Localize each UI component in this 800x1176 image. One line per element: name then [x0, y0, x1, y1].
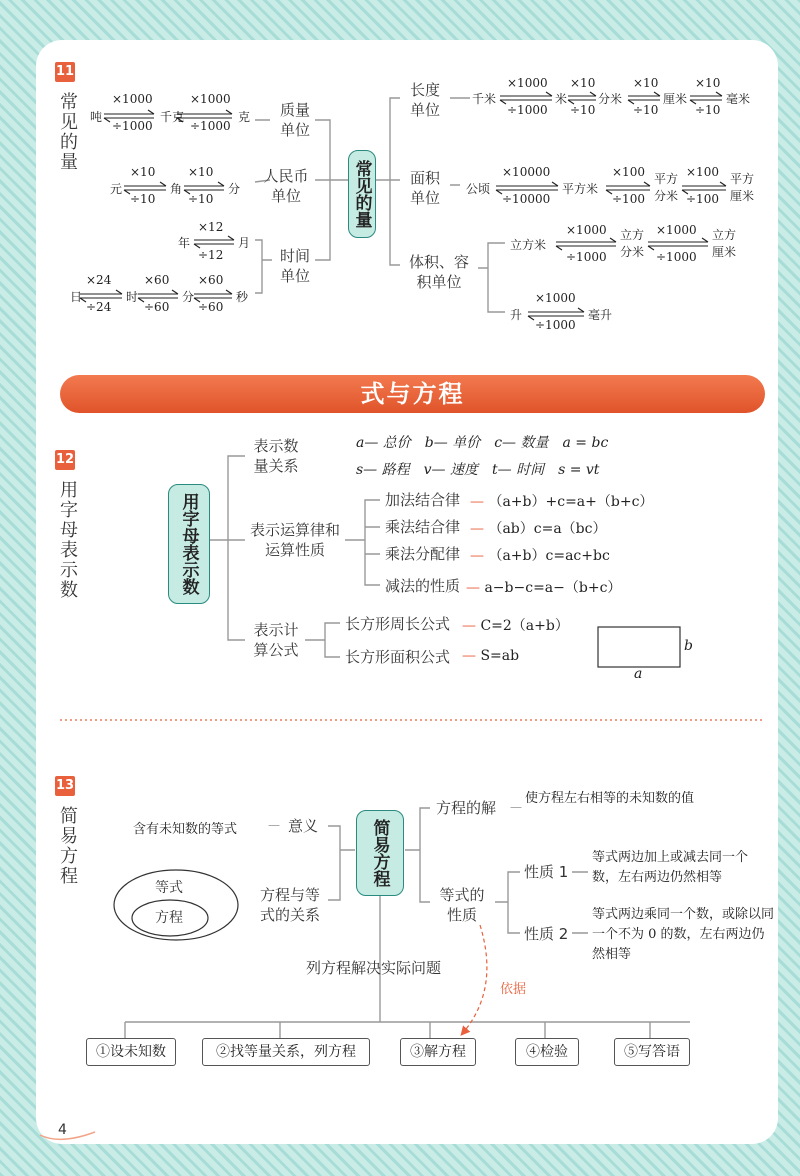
relation-label: 方程与等式的关系: [259, 886, 320, 924]
rect-side-a: a: [634, 666, 643, 682]
conversion-arrow-16: [648, 238, 708, 250]
op-dm2-cm2-top: ×100: [686, 165, 719, 179]
basis-label: 依据: [500, 982, 527, 997]
meaning-dash: —: [268, 818, 280, 832]
prop1-label: 性质 1: [524, 863, 569, 881]
op-dm-cm-top: ×10: [633, 76, 659, 90]
quantity-relation-label: 表示数量关系: [253, 437, 299, 475]
venn-inner-label: 方程: [155, 910, 183, 926]
unit-hour: 时: [126, 290, 139, 304]
area-formula: — S=ab: [462, 648, 520, 664]
op-ha-m2-top: ×10000: [502, 165, 551, 179]
perimeter-formula-name: 长方形周长公式: [345, 615, 451, 633]
op-m3-dm3-top: ×1000: [566, 223, 607, 237]
op-jiao-fen-bottom: ÷10: [188, 192, 214, 206]
op-m2-dm2-top: ×100: [612, 165, 645, 179]
relation-line-2: s— 路程 v— 速度 t— 时间 s = vt: [356, 462, 600, 478]
apply-label: 列方程解决实际问题: [306, 959, 442, 977]
law-formula-1: — （ab）c=a（bc）: [470, 521, 607, 537]
unit-km: 千米: [472, 92, 497, 106]
unit-gram: 克: [238, 110, 251, 124]
relation-line-1: a— 总价 b— 单价 c— 数量 a = bc: [356, 435, 609, 451]
unit-ton: 吨: [90, 110, 103, 124]
law-name-1: 乘法结合律: [385, 518, 461, 536]
unit-cm: 厘米: [663, 92, 688, 106]
unit-dm: 分米: [598, 92, 623, 106]
center-node-equation: 简易方程: [356, 810, 404, 896]
op-year-month-top: ×12: [198, 220, 224, 234]
unit-year: 年: [178, 236, 191, 250]
unit-kilogram: 千克: [160, 110, 185, 124]
props-label: 等式的性质: [439, 886, 485, 924]
section-title-12: 用字母表示数: [57, 480, 78, 600]
prop1-text: 等式两边加上或减去同一个数，左右两边仍然相等: [592, 850, 749, 885]
section-banner: 式与方程: [60, 375, 765, 413]
op-km-m-top: ×1000: [507, 76, 548, 90]
step-4-box: ④检验: [515, 1038, 579, 1066]
op-yuan-jiao-top: ×10: [130, 165, 156, 179]
unit-m2: 平方米: [562, 182, 599, 196]
step-5-box: ⑤写答语: [614, 1038, 690, 1066]
unit-hectare: 公顷: [466, 182, 491, 196]
op-dm-cm-bottom: ÷10: [633, 103, 659, 117]
op-m2-dm2-bottom: ÷100: [612, 192, 645, 206]
op-hour-min-top: ×60: [144, 273, 170, 287]
venn-outer-label: 等式: [155, 880, 183, 896]
operation-laws-label: 表示运算律和运算性质: [249, 521, 340, 559]
op-m-dm-top: ×10: [570, 76, 596, 90]
unit-second: 秒: [236, 290, 249, 304]
op-day-hour-bottom: ÷24: [86, 300, 112, 314]
op-dm3-cm3-bottom: ÷1000: [656, 250, 697, 264]
unit-fen: 分: [228, 182, 241, 196]
rect-side-b: b: [684, 638, 693, 654]
op-m3-dm3-bottom: ÷1000: [566, 250, 607, 264]
op-m-dm-bottom: ÷10: [570, 103, 596, 117]
length-unit-label: 长度单位: [409, 81, 440, 119]
op-cm-mm-bottom: ÷10: [695, 103, 721, 117]
center-node-common-quantities: 常见的量: [348, 150, 376, 238]
op-kg-g-top: ×1000: [190, 92, 231, 106]
rmb-unit-label: 人民币单位: [263, 167, 309, 205]
unit-milliliter: 毫升: [588, 308, 613, 322]
volume-unit-label: 体积、容积单位: [408, 253, 469, 291]
law-name-0: 加法结合律: [385, 491, 461, 509]
unit-dm3: 立方分米: [620, 228, 645, 259]
solution-text: 使方程左右相等的未知数的值: [525, 791, 695, 806]
prop2-label: 性质 2: [524, 925, 569, 943]
time-unit-label: 时间单位: [279, 247, 310, 285]
perimeter-formula: — C=2（a+b）: [462, 618, 569, 634]
prop2-text: 等式两边乘同一个数，或除以同一个不为 0 的数，左右两边仍然相等: [592, 907, 775, 962]
unit-cm2: 平方厘米: [730, 172, 755, 203]
section-title-13: 简易方程: [57, 806, 78, 886]
solution-dash: —: [510, 800, 522, 814]
step-3-box: ③解方程: [400, 1038, 476, 1066]
unit-dm2: 平方分米: [654, 172, 679, 203]
op-ton-kg-top: ×1000: [112, 92, 153, 106]
section-number-12: 12: [55, 450, 75, 470]
law-name-2: 乘法分配律: [385, 545, 461, 563]
unit-jiao: 角: [170, 182, 183, 196]
law-formula-3: — a−b−c=a−（b+c）: [466, 580, 622, 596]
unit-day: 日: [70, 290, 83, 304]
op-km-m-bottom: ÷1000: [507, 103, 548, 117]
page-number: 4: [58, 1122, 67, 1138]
op-min-sec-top: ×60: [198, 273, 224, 287]
unit-m3: 立方米: [510, 238, 547, 252]
section-number-11: 11: [55, 62, 75, 82]
unit-minute: 分: [182, 290, 195, 304]
op-ha-m2-bottom: ÷10000: [502, 192, 551, 206]
mass-unit-label: 质量单位: [279, 101, 310, 139]
op-min-sec-bottom: ÷60: [198, 300, 224, 314]
unit-cm3: 立方厘米: [712, 228, 737, 259]
op-cm-mm-top: ×10: [695, 76, 721, 90]
unit-m: 米: [555, 92, 568, 106]
op-jiao-fen-top: ×10: [188, 165, 214, 179]
unit-mm: 毫米: [726, 92, 751, 106]
calc-formula-label: 表示计算公式: [253, 621, 299, 659]
step-2-box: ②找等量关系，列方程: [202, 1038, 370, 1066]
law-formula-2: — （a+b）c=ac+bc: [470, 548, 610, 564]
unit-month: 月: [238, 236, 251, 250]
section-title-11: 常见的量: [57, 92, 78, 172]
op-hour-min-bottom: ÷60: [144, 300, 170, 314]
meaning-text: 含有未知数的等式: [133, 822, 238, 837]
op-day-hour-top: ×24: [86, 273, 112, 287]
op-l-ml-top: ×1000: [535, 291, 576, 305]
step-1-box: ①设未知数: [86, 1038, 176, 1066]
center-node-letters: 用字母表示数: [168, 484, 210, 604]
op-kg-g-bottom: ÷1000: [190, 119, 231, 133]
conversion-arrow-15: [556, 238, 616, 250]
section-number-13: 13: [55, 776, 75, 796]
unit-yuan: 元: [110, 182, 123, 196]
area-unit-label: 面积单位: [409, 169, 440, 207]
law-formula-0: — （a+b）+c=a+（b+c）: [470, 494, 654, 510]
op-ton-kg-bottom: ÷1000: [112, 119, 153, 133]
area-formula-name: 长方形面积公式: [345, 648, 451, 666]
op-dm2-cm2-bottom: ÷100: [686, 192, 719, 206]
conversion-arrow-4: [194, 236, 234, 248]
law-name-3: 减法的性质: [385, 577, 461, 595]
unit-liter: 升: [510, 308, 523, 322]
op-l-ml-bottom: ÷1000: [535, 318, 576, 332]
solution-label: 方程的解: [436, 799, 497, 817]
meaning-label: 意义: [288, 817, 319, 835]
op-year-month-bottom: ÷12: [198, 248, 224, 262]
op-dm3-cm3-top: ×1000: [656, 223, 697, 237]
op-yuan-jiao-bottom: ÷10: [130, 192, 156, 206]
